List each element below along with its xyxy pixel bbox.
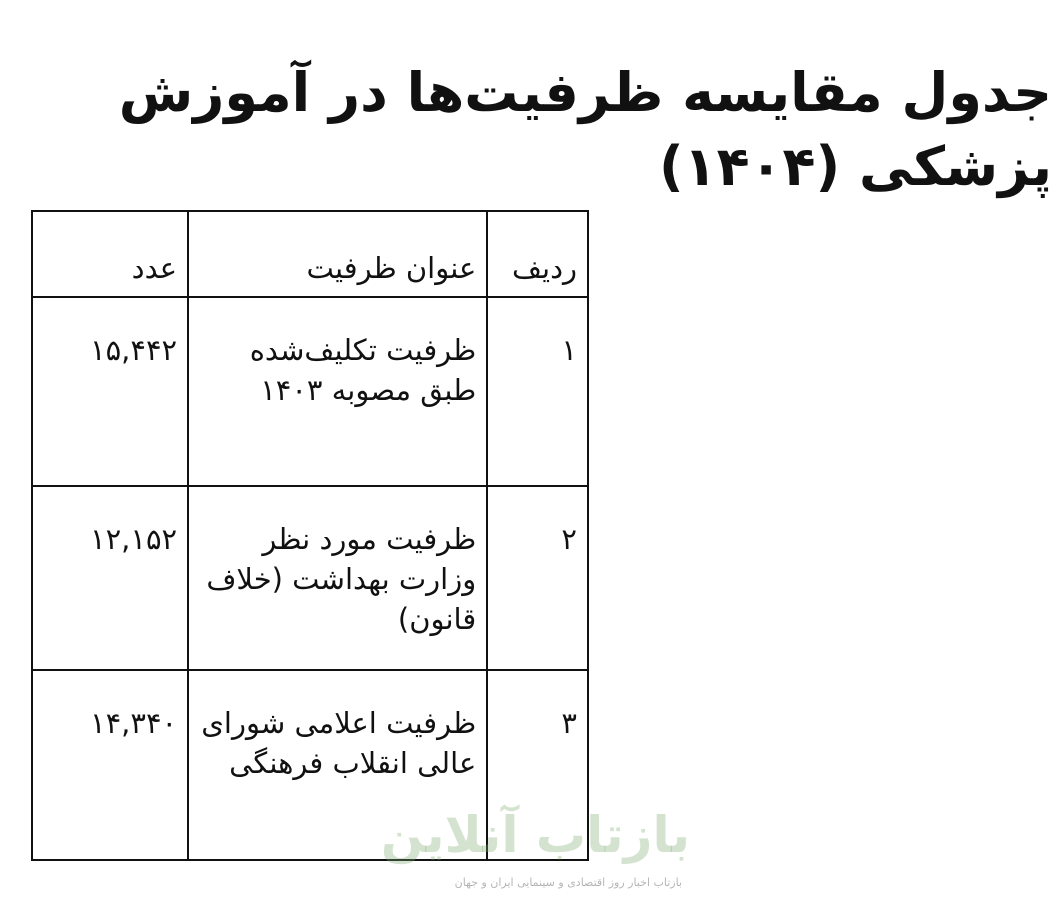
count-cell: ۱۲,۱۵۲ — [32, 486, 188, 670]
table-row — [32, 670, 588, 860]
row-number-cell: ۱ — [487, 297, 588, 486]
capacity-title-cell: ظرفیت تکلیف‌شده طبق مصوبه ۱۴۰۳ — [188, 297, 487, 486]
document-title: جدول مقایسه ظرفیت‌ها در آموزش پزشکی (۱۴۰۴) — [118, 61, 1052, 198]
capacity-title-cell: ظرفیت مورد نظر وزارت بهداشت (خلاف قانون) — [188, 486, 487, 670]
count-cell: ۱۵,۴۴۲ — [32, 297, 188, 486]
table-row — [32, 297, 588, 486]
header-count: عدد — [32, 211, 188, 297]
table-header-row — [32, 211, 588, 297]
capacity-title-cell: ظرفیت اعلامی شورای عالی انقلاب فرهنگی — [188, 670, 487, 860]
header-capacity-title: عنوان ظرفیت — [188, 211, 487, 297]
watermark-logo: بازتاب آنلاین — [380, 806, 690, 864]
table-row — [32, 486, 588, 670]
row-number-cell: ۲ — [487, 486, 588, 670]
count-cell: ۱۴,۳۴۰ — [32, 670, 188, 860]
header-row-number: ردیف — [487, 211, 588, 297]
capacity-comparison-table — [31, 210, 589, 861]
watermark-subtitle: بازتاب اخبار روز اقتصادی و سینمایی ایران و جهان — [454, 876, 682, 889]
row-number-cell: ۳ — [487, 670, 588, 860]
